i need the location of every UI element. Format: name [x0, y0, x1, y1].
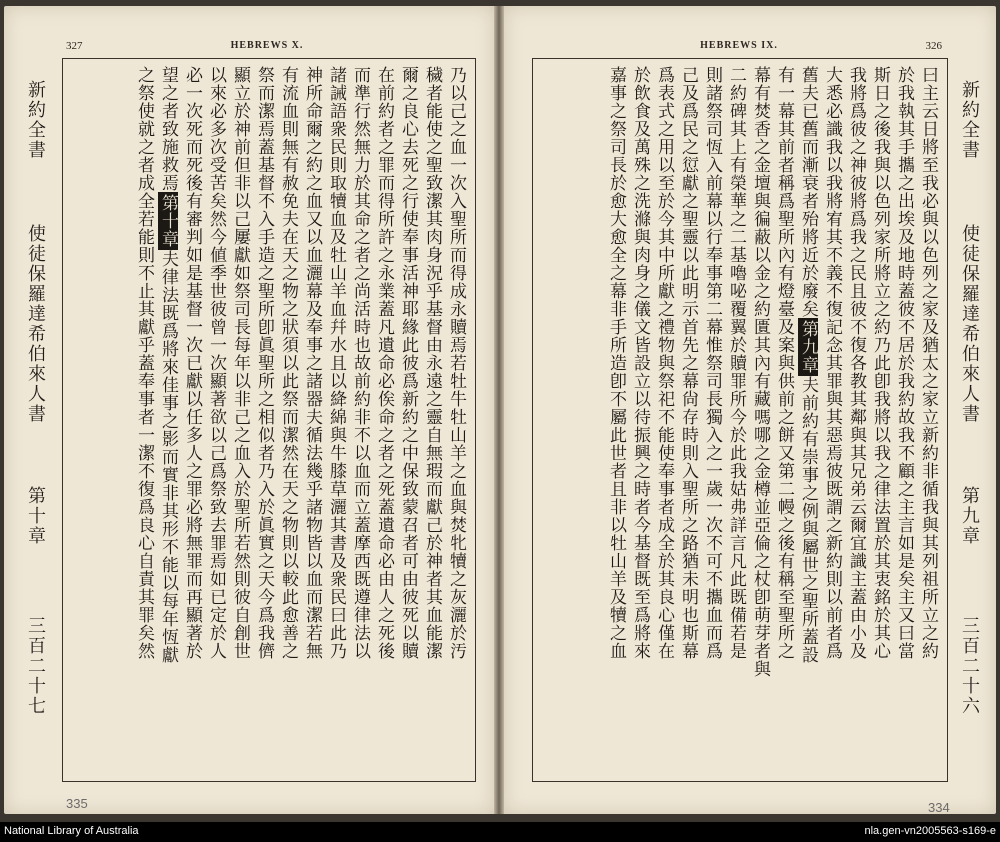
- text-column: 二約碑其上有榮華之二基嚕咇覆翼於贖罪所今於此我姑弗詳言凡此既備若是: [726, 66, 746, 660]
- text-column: 爾之良心去死之行使奉事活神耶緣此彼爲新約之中保致蒙召者可由彼死以贖: [398, 66, 418, 660]
- text-column: 有流血則無有赦免夫在天之物之狀須以此祭而潔然在天之物則以較此愈善之: [278, 66, 298, 660]
- left-page-number: 327: [66, 40, 83, 52]
- text-column: 顯立於神前但非以己屢獻如祭司長每年以非己之血入於聖所若然則彼自創世: [230, 66, 250, 660]
- right-page-number: 326: [925, 40, 942, 52]
- right-margin-title: 新約全書: [959, 80, 980, 160]
- text-column: 以來必多次受苦矣然今値季世彼曾一次顯著欲以己爲祭致去罪焉如已定於人: [206, 66, 226, 660]
- text-column: 我將爲彼之神彼將爲我之民且彼不復各教其鄰與其兄弟云爾宜識主蓋由小及: [846, 66, 866, 660]
- text-column: 必一次死而死後有審判如是基督一次已獻以任多人之罪必將無罪而再顯著於: [182, 66, 202, 660]
- footer-credit: National Library of Australia: [4, 825, 139, 837]
- text-column: 乃以己之血一次入聖所而得成永贖焉若牡牛牡山羊之血與焚牝犢之灰灑於汚: [446, 66, 466, 660]
- left-page: [4, 6, 494, 814]
- left-margin-title: 新約全書: [25, 80, 46, 160]
- text-column: 曰主云日將至我必與以色列之家及猶太之家立新約非循我與其列祖所立之約: [918, 66, 938, 660]
- text-column: 於飲食及萬殊之洗滌與肉身之儀文皆設立以待振興之時者今基督既至爲將來: [630, 66, 650, 660]
- chapter-marker: 第十章: [158, 194, 178, 248]
- right-body-text: [538, 66, 940, 774]
- text-column: 則諸祭司恆入前幕以行奉事第二幕惟祭司長獨入之一歲一次不可不攜血而爲: [702, 66, 722, 660]
- text-column: 穢者能使之聖致潔其肉身況乎基督由永遠之靈自無瑕而獻己於神者其血能潔: [422, 66, 442, 660]
- text-column: 之祭使就之者成全若能則不止其獻乎蓋奉事者一潔不復爲良心自責其罪矣然: [134, 66, 154, 660]
- text-column: 諸誡語衆民則取犢血及牡山羊血幷水且以絳綿與牛膝草灑其書及衆民曰此乃: [326, 66, 346, 660]
- left-pencil-number: 335: [66, 796, 88, 811]
- right-margin-chapter: 第九章: [959, 486, 980, 546]
- text-run: 夫律法既爲將來佳事之影而實非其形不能以每年恆獻: [158, 250, 178, 664]
- right-page: [504, 6, 996, 814]
- text-column: 神所命爾之約之血又以血灑幕及奉事之諸器夫循法幾乎諸物皆以血而潔若無: [302, 66, 322, 660]
- right-margin-book: 使徒保羅達希伯來人書: [959, 224, 980, 424]
- text-run: 舊夫已舊而漸衰者殆將近於廢矣: [798, 66, 818, 318]
- text-column: 幕有焚香之金壇與徧蔽以金之約匱其內有藏嗎哪之金樽並亞倫之杖卽萌芽者與: [750, 66, 770, 678]
- left-page-header: [62, 40, 472, 58]
- right-page-header: [532, 40, 946, 58]
- right-margin-page: 三百二十六: [959, 616, 980, 716]
- left-margin-page: 三百二十七: [25, 616, 46, 716]
- left-margin-chapter: 第十章: [25, 486, 46, 546]
- text-column: 於我執其手攜之出埃及地時蓋彼不居於我約故我不顧之主言如是矣主又曰當: [894, 66, 914, 660]
- text-column: 大悉必識我以我將宥其不義不復記念其罪與其惡焉彼既謂之新約則以前者爲: [822, 66, 842, 660]
- text-run: 夫前約有崇事之例與屬世之聖所蓋設: [798, 376, 818, 664]
- text-column: 祭而潔焉蓋基督不入手造之聖所卽眞聖所之相似者乃入於眞實之天今爲我儕: [254, 66, 274, 660]
- text-column: 在前約者之罪而得所許之永業蓋凡遺命必俟命之者之死蓋遺命必由人之死後: [374, 66, 394, 660]
- text-column: 嘉事之祭司長於愈大愈全之幕非手所造卽不屬此世者且非以牡山羊及犢之血: [606, 66, 626, 660]
- left-running-head: HEBREWS X.: [230, 40, 304, 51]
- text-column: 己及爲民之愆獻之聖靈以此明示首先之幕尙存時則入聖所之路猶未明也斯幕: [678, 66, 698, 660]
- text-column: 爲表式之用以至於今其中所獻之禮物與祭祀不能使奉事者成全於其良心僅在: [654, 66, 674, 660]
- text-column-with-chapter-mark: [156, 66, 180, 774]
- right-pencil-number: 334: [928, 800, 950, 815]
- chapter-marker: 第九章: [798, 320, 818, 374]
- text-run: 望之者致施救焉: [158, 66, 178, 192]
- text-column: 斯日之後我與以色列家所將立之約乃此卽我將以我之律法置於其衷銘於其心: [870, 66, 890, 660]
- left-margin-book: 使徒保羅達希伯來人書: [25, 224, 46, 424]
- footer-identifier: nla.gen-vn2005563-s169-e: [864, 825, 996, 837]
- footer-bar: [0, 822, 1000, 842]
- right-running-head: HEBREWS IX.: [700, 40, 778, 51]
- text-column: 而準行然無力於其命之者之尚活時也故前約非不以血而立蓋摩西既遵律法以: [350, 66, 370, 660]
- text-column: 有一幕其前者稱爲聖所內有燈臺及案與供前之餅又第二幔之後有稱至聖所之: [774, 66, 794, 660]
- text-column-with-chapter-mark: [796, 66, 820, 774]
- left-body-text: [68, 66, 468, 774]
- book-gutter: [494, 6, 504, 814]
